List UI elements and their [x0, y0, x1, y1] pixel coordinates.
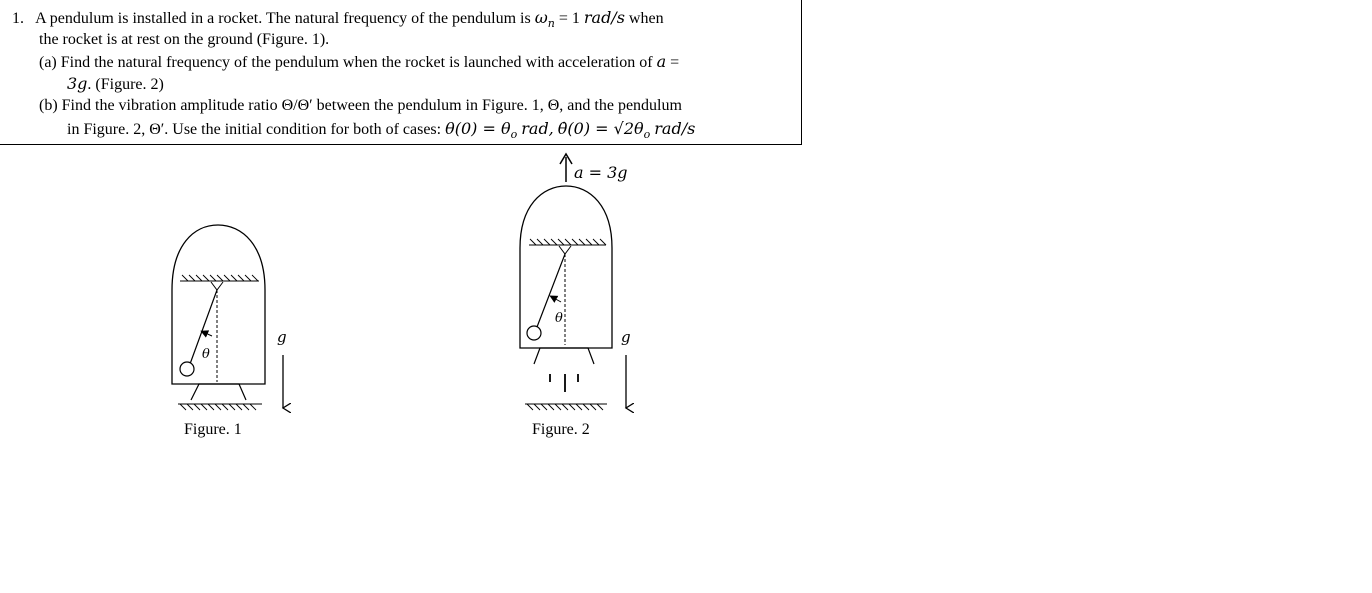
rocket-2-ceiling-hatch [529, 239, 606, 245]
initial-condition-rad: rad, [521, 119, 554, 138]
rocket-1-ceiling-hatch [180, 275, 259, 281]
part-a-figure-ref: . (Figure. 2) [87, 76, 164, 93]
omega-symbol: ω [534, 8, 548, 27]
rocket-1-base [191, 384, 246, 400]
figure-2 [520, 154, 631, 410]
part-a-text: Find the natural frequency of the pendulum when the rocket is launched with acceleration of [60, 54, 653, 71]
part-b-cont: in Figure. 2, Θ′. Use the initial condition for both of cases: [67, 121, 442, 138]
part-b-text: Find the vibration amplitude ratio Θ/Θ′ between the pendulum in Figure. 1, Θ, and the pendulum [61, 97, 682, 114]
ground-2 [525, 404, 607, 410]
exhaust-lines [550, 374, 578, 392]
figure-2-caption: Figure. 2 [532, 421, 590, 438]
part-a-acceleration-value: 3g [67, 74, 88, 93]
rocket-2-body [520, 186, 612, 348]
initial-condition-theta: θ(0) = θ [445, 119, 511, 138]
part-a-label: (a) [39, 54, 57, 71]
gravity-label-2: g [621, 328, 631, 346]
figure-1-caption: Figure. 1 [184, 421, 242, 438]
rocket-2-base [534, 348, 594, 364]
part-b-label: (b) [39, 97, 58, 114]
pivot-1 [211, 282, 223, 290]
angle-arrow-2 [552, 297, 561, 302]
problem-number: 1. [12, 10, 24, 27]
pivot-2 [559, 246, 571, 254]
theta-label-2: θ [555, 311, 563, 326]
problem-stem-b: the rocket is at rest on the ground (Figure. 1). [39, 31, 330, 48]
theta-label-1: θ [202, 347, 210, 362]
ground-1 [178, 404, 262, 410]
frequency-equals: = 1 [558, 10, 580, 27]
omega-subscript: n [547, 17, 555, 31]
part-a-equals: = [670, 54, 680, 71]
pendulum-bob-1 [180, 362, 194, 376]
angle-arrow-1 [203, 332, 212, 336]
initial-condition-rads: rad/s [654, 119, 696, 138]
frequency-unit: rad/s [583, 8, 625, 27]
figure-1 [172, 225, 287, 410]
rocket-1-body [172, 225, 265, 384]
when-word: when [628, 10, 664, 27]
initial-condition-sub-2: o [643, 128, 651, 142]
gravity-label-1: g [277, 328, 287, 346]
initial-condition-sub: o [510, 128, 518, 142]
acceleration-label: a = 3g [574, 163, 628, 182]
part-a-a-symbol: a [656, 52, 667, 71]
pendulum-bob-2 [527, 326, 541, 340]
problem-stem-a: A pendulum is installed in a rocket. The natural frequency of the pendulum is [35, 10, 531, 27]
initial-condition-theta-dot: θ̇(0) = √2θ [557, 119, 644, 138]
